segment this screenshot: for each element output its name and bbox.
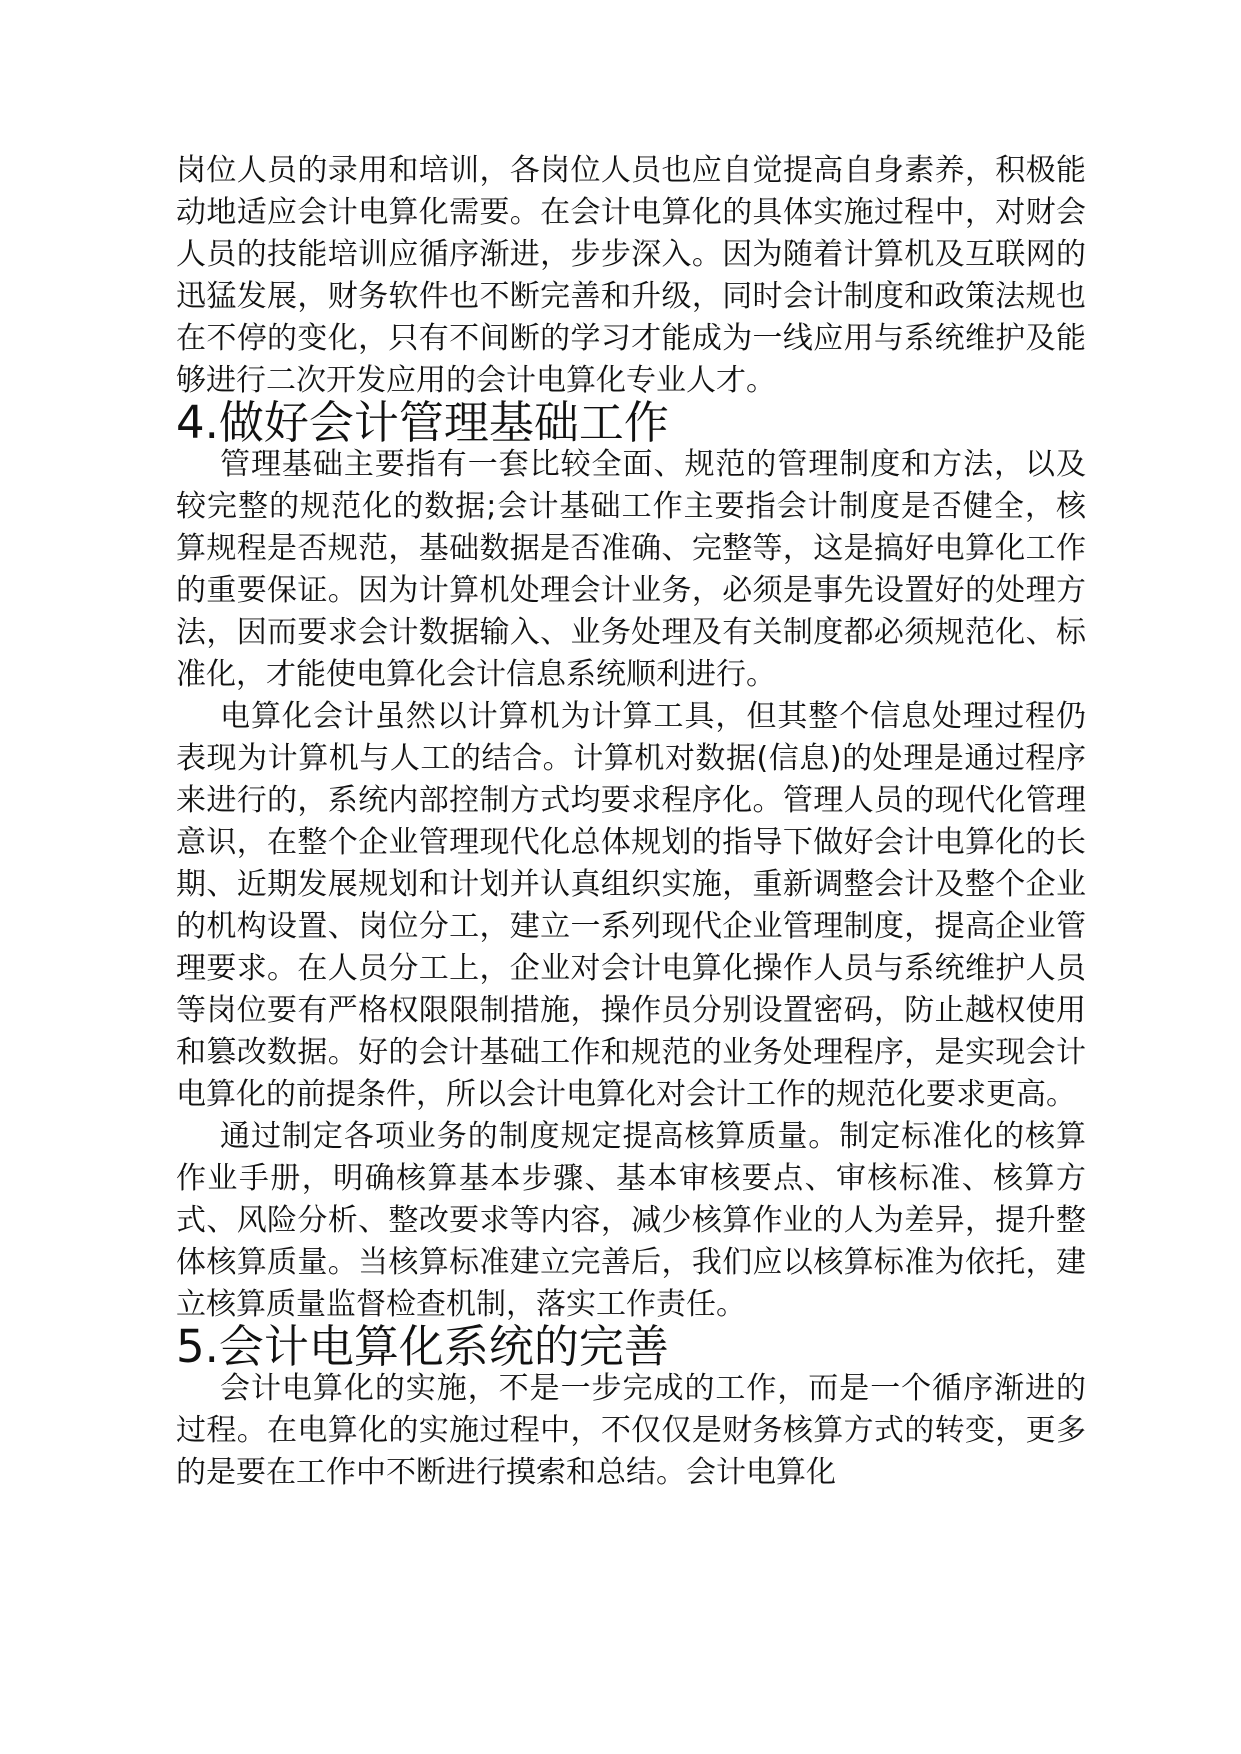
section-heading-5: 5.会计电算化系统的完善 — [176, 1320, 669, 1373]
paragraph-accounting-quality: 通过制定各项业务的制度规定提高核算质量。制定标准化的核算作业手册，明确核算基本步骤、基本审核要点、审核标准、核算方式、风险分析、整改要求等内容，减少核算作业的人为差异，提升整体核算质量。当核算标准建立完善后，我们应以核算标准为依托，建立核算质量监督检查机制，落实工作责任。 — [176, 1119, 1086, 1322]
section-heading-4: 4.做好会计管理基础工作 — [176, 396, 669, 449]
paragraph-management-basis: 管理基础主要指有一套比较全面、规范的管理制度和方法，以及较完整的规范化的数据;会计基础工作主要指会计制度是否健全，核算规程是否规范，基础数据是否准确、完整等，这是搞好电算化工作的重要保证。因为计算机处理会计业务，必须是事先设置好的处理方法，因而要求会计数据输入、业务处理及有关制度都必须规范化、标准化，才能使电算化会计信息系统顺利进行。 — [176, 447, 1086, 692]
paragraph-system-improvement: 会计电算化的实施，不是一步完成的工作，而是一个循序渐进的过程。在电算化的实施过程中，不仅仅是财务核算方式的转变，更多的是要在工作中不断进行摸索和总结。会计电算化 — [176, 1371, 1086, 1490]
paragraph-computerized-accounting: 电算化会计虽然以计算机为计算工具，但其整个信息处理过程仍表现为计算机与人工的结合。计算机对数据(信息)的处理是通过程序来进行的，系统内部控制方式均要求程序化。管理人员的现代化管理意识，在整个企业管理现代化总体规划的指导下做好会计电算化的长期、近期发展规划和计划并认真组织实施，重新调整会计及整个企业的机构设置、岗位分工，建立一系列现代企业管理制度，提高企业管理要求。在人员分工上，企业对会计电算化操作人员与系统维护人员等岗位要有严格权限限制措施，操作员分别设置密码，防止越权使用和篡改数据。好的会计基础工作和规范的业务处理程序，是实现会计电算化的前提条件，所以会计电算化对会计工作的规范化要求更高。 — [176, 699, 1086, 1112]
document-page — [176, 150, 1086, 1494]
paragraph-continuation: 岗位人员的录用和培训，各岗位人员也应自觉提高自身素养，积极能动地适应会计电算化需要。在会计电算化的具体实施过程中，对财会人员的技能培训应循序渐进，步步深入。因为随着计算机及互联网的迅猛发展，财务软件也不断完善和升级，同时会计制度和政策法规也在不停的变化，只有不间断的学习才能成为一线应用与系统维护及能够进行二次开发应用的会计电算化专业人才。 — [176, 153, 1086, 398]
